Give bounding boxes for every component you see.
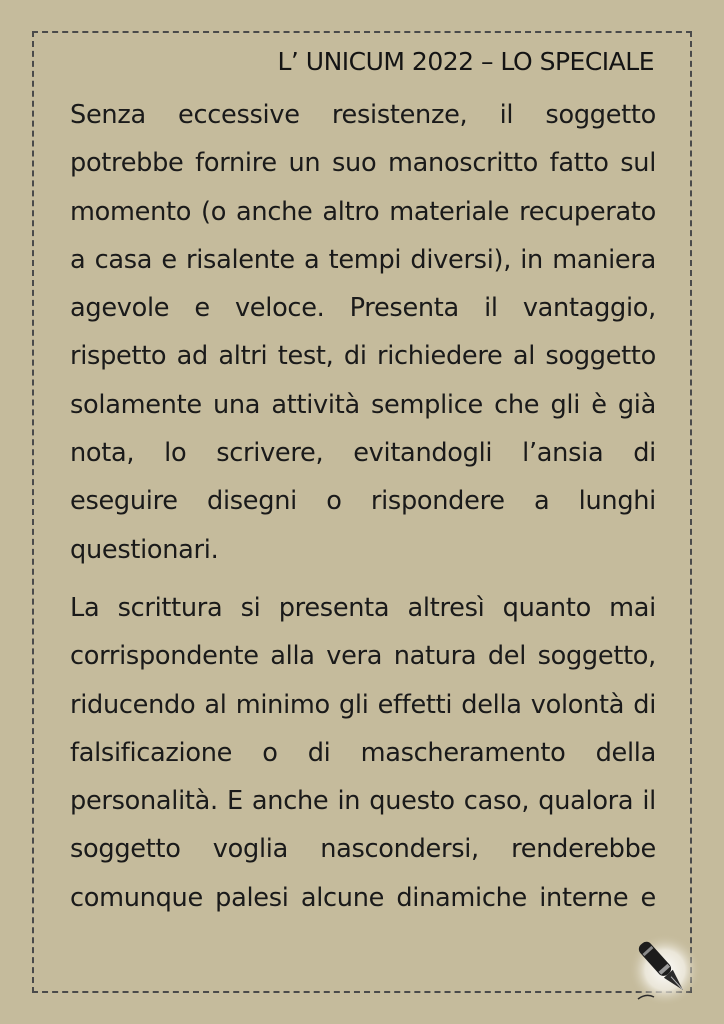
paragraph-1: Senza eccessive resistenze, il soggetto potrebbe fornire un suo manoscritto fatto sul momento (o anche altro materiale recuperato a casa e risalente a tempi diversi), in maniera agevole e veloce. Presenta il vantaggio, rispetto ad altri test, di richiedere al soggetto solamente una attività semplice che gli è già nota, lo scrivere, evitandogli l’ansia di eseguire disegni o rispondere a lunghi questionari. [70, 100, 656, 565]
running-header: L’ UNICUM 2022 – LO SPECIALE [277, 47, 654, 76]
paragraph-2: La scrittura si presenta altresì quanto mai corrispondente alla vera natura del soggetto, riducendo al minimo gli effetti della volontà di falsificazione o di mascheramento della personalità. E anche in questo caso, qualora il soggetto voglia nascondersi, renderebbe comunque palesi alcune dinamiche interne e [70, 592, 656, 913]
article-body [70, 91, 656, 922]
fountain-pen-icon [628, 933, 702, 1007]
